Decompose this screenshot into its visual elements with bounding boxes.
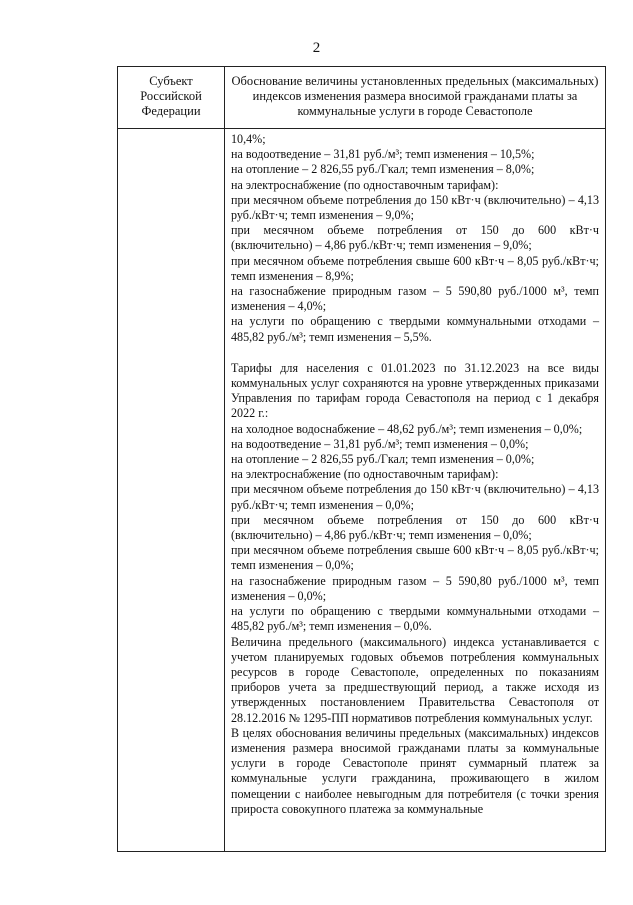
- tariff-line: при месячном объеме потребления до 150 кВт·ч (включительно) – 4,13 руб./кВт·ч; темп изменения – 0,0%;: [231, 482, 599, 512]
- tariff-line: на отопление – 2 826,55 руб./Гкал; темп изменения – 8,0%;: [231, 162, 535, 177]
- page-number: 2: [312, 40, 321, 56]
- tariff-line: при месячном объеме потребления от 150 до 600 кВт·ч (включительно) – 4,86 руб./кВт·ч; темп изменения – 0,0%;: [231, 512, 599, 543]
- tariffs-section-2022: [231, 132, 599, 345]
- tariff-line: В целях обоснования величины предельных (максимальных) индексов изменения размера вносимой гражданами платы за коммунальные услуги в городе Севастополе принят суммарный платеж за коммунальные услуги гражданина, проживающего в жилом помещении с наиболее невыгодным для потребителя (с точки зрения прироста совокупного платежа за коммунальные: [231, 725, 599, 816]
- tariff-line: на холодное водоснабжение – 48,62 руб./м³; темп изменения – 0,0%;: [231, 421, 583, 436]
- tariff-line: на отопление – 2 826,55 руб./Гкал; темп изменения – 0,0%;: [231, 452, 535, 467]
- tariff-line: 10,4%;: [231, 132, 266, 146]
- tariff-line: при месячном объеме потребления от 150 до 600 кВт·ч (включительно) – 4,86 руб./кВт·ч; темп изменения – 9,0%;: [231, 223, 599, 253]
- tariff-line: на услуги по обращению с твердыми коммунальными отходами – 485,82 руб./м³; темп изменения – 0,0%.: [231, 604, 599, 634]
- tariff-line: на водоотведение – 31,81 руб./м³; темп изменения – 10,5%;: [231, 147, 535, 162]
- tariff-line: при месячном объеме потребления свыше 600 кВт·ч – 8,05 руб./кВт·ч; темп изменения – 0,0%;: [231, 543, 599, 573]
- tariff-line: на электроснабжение (по одноставочным тарифам):: [231, 177, 499, 192]
- tariffs-section-2023: [231, 361, 599, 817]
- tariff-line: при месячном объеме потребления свыше 600 кВт·ч – 8,05 руб./кВт·ч; темп изменения – 8,9%;: [231, 253, 599, 283]
- tariff-line: при месячном объеме потребления до 150 кВт·ч (включительно) – 4,13 руб./кВт·ч; темп изменения – 9,0%;: [231, 192, 599, 223]
- paragraph-gap: [231, 345, 599, 361]
- justification-table: [117, 66, 606, 852]
- tariff-line: на услуги по обращению с твердыми коммунальными отходами – 485,82 руб./м³; темп изменения – 5,5%.: [231, 314, 599, 344]
- tariff-line: Тарифы для населения с 01.01.2023 по 31.12.2023 на все виды коммунальных услуг сохраняются на уровне утвержденных приказами Управления по тарифам города Севастополя на период с 1 декабря 2022 г.:: [231, 360, 599, 421]
- header-subject: Субъект Российской Федерации: [118, 67, 225, 129]
- body-subject-cell: [118, 129, 225, 852]
- tariff-line: на газоснабжение природным газом – 5 590,80 руб./1000 м³, темп изменения – 0,0%;: [231, 573, 599, 603]
- tariff-line: Величина предельного (максимального) индекса устанавливается с учетом планируемых годовых объемов потребления коммунальных ресурсов в городе Севастополе, определенных по показаниям приборов учета за предшествующий период, а также исходя из утвержденных постановлением Правительства Севастополя от 28.12.2016 № 1295-ПП нормативов потребления коммунальных услуг.: [231, 634, 599, 725]
- table-body-row: [118, 129, 606, 852]
- table-header-row: [118, 67, 606, 129]
- tariff-line: на водоотведение – 31,81 руб./м³; темп изменения – 0,0%;: [231, 436, 529, 451]
- body-justification-cell: [225, 129, 606, 852]
- header-justification: Обоснование величины установленных предельных (максимальных) индексов изменения размера вносимой гражданами платы за коммунальные услуги в городе Севастополе: [225, 67, 606, 129]
- tariff-line: на газоснабжение природным газом – 5 590,80 руб./1000 м³, темп изменения – 4,0%;: [231, 284, 599, 314]
- tariff-line: на электроснабжение (по одноставочным тарифам):: [231, 467, 499, 482]
